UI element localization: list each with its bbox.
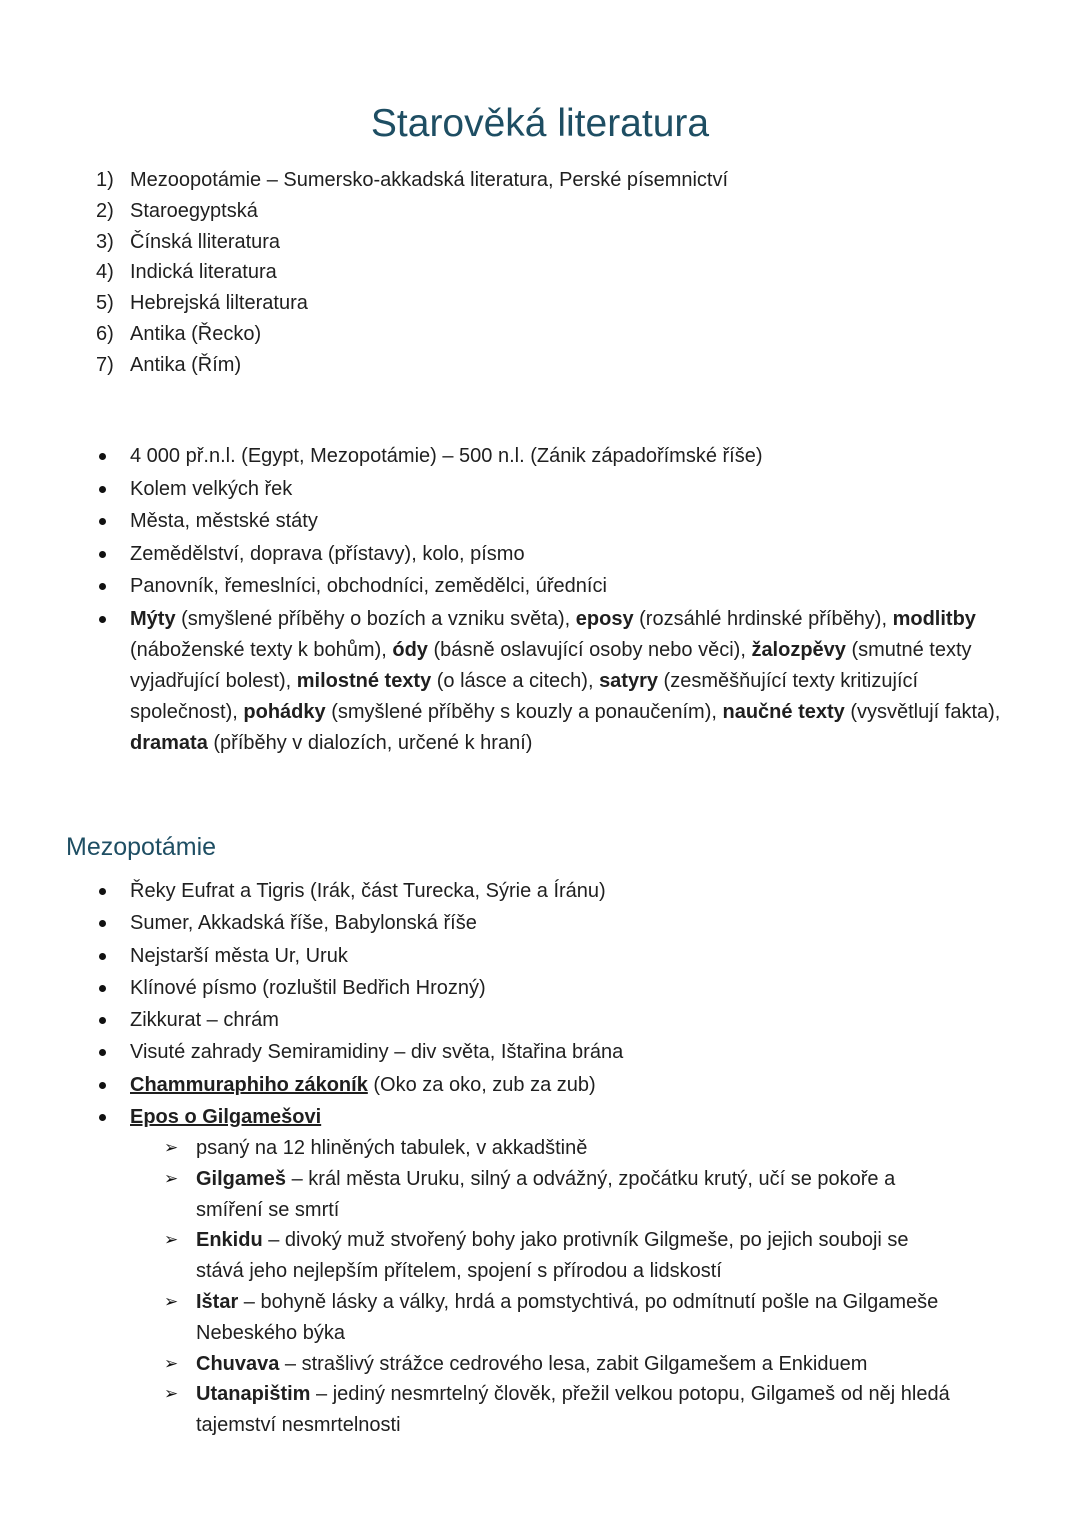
genres-item: Mýty (smyšlené příběhy o bozích a vzniku světa), eposy (rozsáhlé hrdinské příběhy), modlitby (náboženské texty k bohům), ódy (básně oslavující osoby nebo věci), žalozpěvy (smutné texty vyjadřující bolest), milostné texty (o lásce a citech), satyry (zesměšňující texty kritizující společnost), pohádky (smyšlené příběhy s kouzly a ponaučením), naučné texty (vysvětlují fakta), dramata (příběhy v dialozích, určené k hraní): [96, 604, 1010, 759]
arrow-bullet-icon: ➢: [164, 1168, 179, 1188]
mezopotamie-list: [96, 876, 1010, 1134]
bullet-icon: [99, 583, 106, 590]
list-item: Chammuraphiho zákoník (Oko za oko, zub za zub): [96, 1070, 1010, 1101]
list-item: ➢ Gilgameš – král města Uruku, silný a odvážný, zpočátku krutý, učí se pokoře a smíření se smrtí: [164, 1164, 950, 1226]
list-item: 1) Mezoopotámie – Sumersko-akkadská literatura, Perské písemnictví: [96, 169, 729, 191]
bullet-icon: [99, 1017, 106, 1024]
list-item: Panovník, řemeslníci, obchodníci, zemědělci, úředníci: [96, 571, 1010, 602]
list-item: ➢ Enkidu – divoký muž stvořený bohy jako protivník Gilgmeše, po jejich souboji se stává jeho nejlepším přítelem, spojení s přírodou a lidskostí: [164, 1225, 950, 1287]
bullet-icon: [99, 518, 106, 525]
list-item: 4) Indická literatura: [96, 261, 277, 284]
list-item: Zemědělství, doprava (přístavy), kolo, písmo: [96, 539, 1010, 570]
list-item: Visuté zahrady Semiramidiny – div světa, Ištařina brána: [96, 1037, 1010, 1068]
bullet-icon: [99, 1082, 106, 1089]
list-item: [96, 1102, 1010, 1133]
bullet-icon: [99, 888, 106, 895]
bullet-icon: [99, 985, 106, 992]
page-title: Starověká literatura: [370, 102, 710, 145]
list-item: Zikkurat – chrám: [96, 1005, 1010, 1036]
bullet-icon: [99, 453, 106, 460]
arrow-bullet-icon: ➢: [164, 1384, 179, 1404]
bullet-icon: [99, 551, 106, 558]
section-heading-mezopotamie: Mezopotámie: [66, 833, 217, 861]
epic-title: Epos o Gilgamešovi: [130, 1106, 322, 1129]
arrow-bullet-icon: ➢: [164, 1353, 179, 1373]
list-item: 3) Čínská lliteratura: [96, 230, 281, 253]
codex-title: Chammuraphiho zákoník: [130, 1073, 368, 1096]
arrow-bullet-icon: ➢: [164, 1230, 179, 1250]
facts-list: [96, 441, 1010, 761]
list-item: 7) Antika (Řím): [96, 353, 242, 376]
bullet-icon: [99, 953, 106, 960]
list-item: 6) Antika (Řecko): [96, 322, 262, 345]
bullet-icon: [99, 486, 106, 493]
arrow-bullet-icon: ➢: [164, 1138, 179, 1157]
arrow-bullet-icon: ➢: [164, 1291, 179, 1311]
list-item: Klínové písmo (rozluštil Bedřich Hrozný): [96, 973, 1010, 1004]
list-item: Řeky Eufrat a Tigris (Irák, část Turecka, Sýrie a Íránu): [96, 876, 1010, 907]
list-item: Nejstarší města Ur, Uruk: [96, 941, 1010, 972]
list-item: ➢ psaný na 12 hliněných tabulek, v akkadštině: [164, 1133, 950, 1164]
bullet-icon: [99, 920, 106, 927]
list-item: ➢ Ištar – bohyně lásky a války, hrdá a pomstychtivá, po odmítnutí pošle na Gilgameše Nebeského býka: [164, 1287, 950, 1349]
bullet-icon: [99, 616, 106, 623]
list-item: 5) Hebrejská lilteratura: [96, 292, 308, 315]
overview-list: [96, 165, 728, 381]
list-item: Sumer, Akkadská říše, Babylonská říše: [96, 908, 1010, 939]
bullet-icon: [99, 1049, 106, 1056]
epic-points-list: [130, 1133, 950, 1441]
list-item: ➢ Utanapištim – jediný nesmrtelný člověk, přežil velkou potopu, Gilgameš od něj hledá tajemství nesmrtelnosti: [164, 1379, 950, 1441]
list-item: Kolem velkých řek: [96, 474, 1010, 505]
list-item: 2) Staroegyptská: [96, 199, 258, 222]
list-item: Města, městské státy: [96, 506, 1010, 537]
list-item: ➢ Chuvava – strašlivý strážce cedrového lesa, zabit Gilgamešem a Enkiduem: [164, 1349, 950, 1380]
bullet-icon: [99, 1114, 106, 1121]
list-item: 4 000 př.n.l. (Egypt, Mezopotámie) – 500 n.l. (Zánik západořímské říše): [96, 441, 1010, 472]
